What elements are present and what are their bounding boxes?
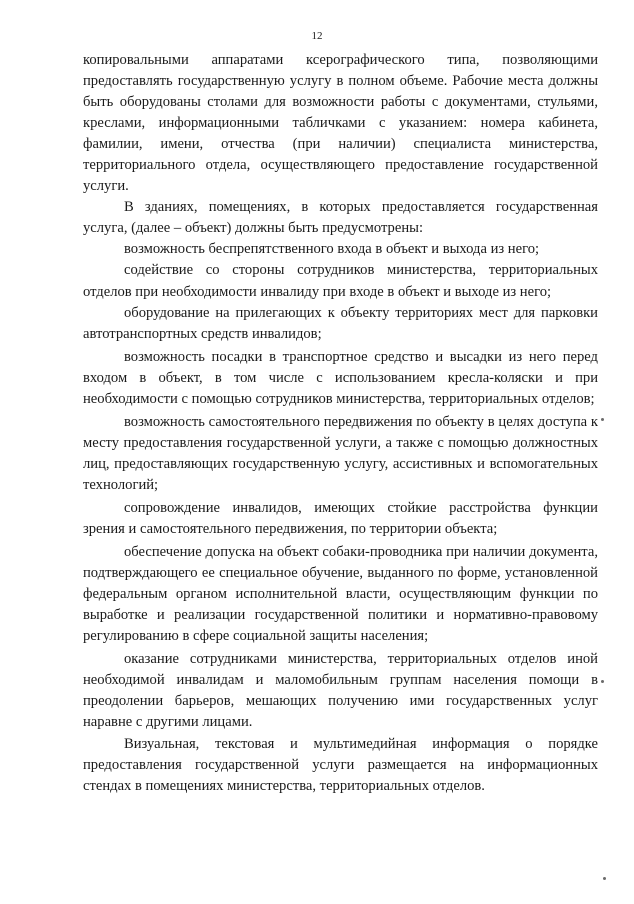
list-item: возможность самостоятельного передвижения по объекту в целях доступа к месту предоставления государственной услуги, а также с помощью должностных лиц, предоставляющих государственную услугу, ассистивных и вспомогательных технологий; — [83, 413, 598, 493]
body-text — [83, 50, 598, 797]
list-item: возможность беспрепятственного входа в объект и выхода из него; — [124, 241, 540, 258]
scan-artifact-dot — [603, 877, 606, 880]
paragraph-continuation: копировальными аппаратами ксерографического типа, позволяющими предоставлять государственную услугу в полном объеме. Рабочие места должны быть оборудованы столами для возможности работы с документами, стульями, креслами, информационными табличками с указанием: номера кабинета, фамилии, имени, отчества (при наличии) специалиста министерства, территориального отдела, осуществляющего предоставление государственной услуги. — [83, 52, 598, 195]
list-item: обеспечение допуска на объект собаки-проводника при наличии документа, подтверждающего ее специальное обучение, выданного по форме, установленной федеральным органом исполнительной власти, осуществляющим функции по выработке и реализации государственной политики и нормативно-правовому регулированию в сфере социальной защиты населения; — [83, 544, 598, 645]
list-item: сопровождение инвалидов, имеющих стойкие расстройства функции зрения и самостоятельного передвижения, по территории объекта; — [83, 499, 598, 538]
list-item: возможность посадки в транспортное средство и высадки из него перед входом в объект, в том числе с использованием кресла-коляски и при необходимости с помощью сотрудников министерства, территориальных отделов; — [83, 348, 598, 407]
scan-artifact-dot — [601, 680, 604, 683]
list-item: оказание сотрудниками министерства, территориальных отделов иной необходимой инвалидам и маломобильным группам населения помощи в преодолении барьеров, мешающих получению ими государственных услуг наравне с другими лицами. — [83, 651, 598, 731]
list-item: содействие со стороны сотрудников министерства, территориальных отделов при необходимости инвалиду при входе в объект и выходе из него; — [83, 262, 598, 300]
paragraph-visual-info: Визуальная, текстовая и мультимедийная информация о порядке предоставления государственной услуги размещается на информационных стендах в помещениях министерства, территориальных отделов. — [83, 735, 598, 794]
page-number: 12 — [311, 30, 323, 42]
list-item: оборудование на прилегающих к объекту территориях мест для парковки автотранспортных средств инвалидов; — [83, 304, 598, 342]
scan-artifact-dot — [601, 418, 604, 421]
paragraph-buildings-intro: В зданиях, помещениях, в которых предоставляется государственная услуга, (далее – объект) должны быть предусмотрены: — [83, 199, 598, 237]
